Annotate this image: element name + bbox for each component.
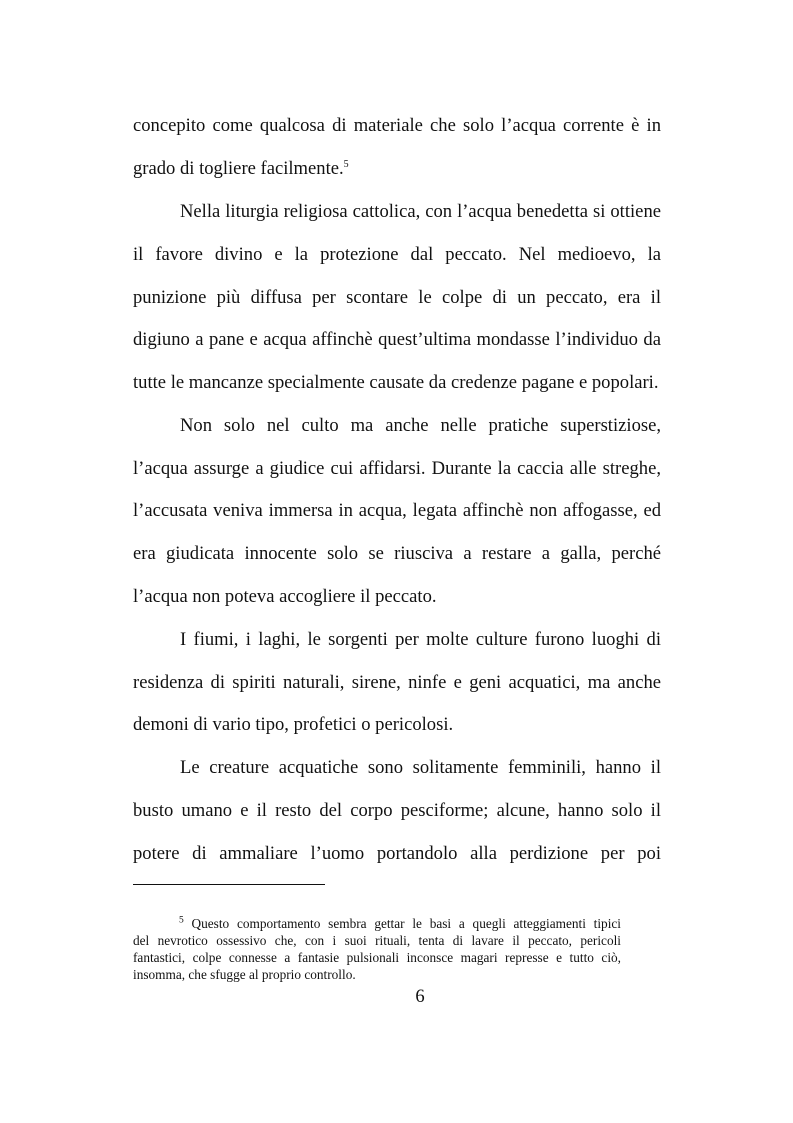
- body-line: Le creature acquatiche sono solitamente femminili, hanno il: [180, 757, 661, 778]
- footnote-mark: 5: [179, 915, 184, 926]
- body-line: demoni di vario tipo, profetici o pericolosi.: [133, 714, 454, 735]
- body-line: il favore divino e la protezione dal peccato. Nel medioevo, la: [133, 244, 661, 265]
- body-line: l’accusata veniva immersa in acqua, legata affinchè non affogasse, ed: [133, 500, 661, 521]
- body-line: Nella liturgia religiosa cattolica, con l’acqua benedetta si ottiene: [180, 201, 661, 222]
- body-line: concepito come qualcosa di materiale che solo l’acqua corrente è in: [133, 115, 661, 136]
- body-line: digiuno a pane e acqua affinchè quest’ultima mondasse l’individuo da: [133, 329, 661, 350]
- body-line-text: grado di togliere facilmente.: [133, 158, 344, 179]
- body-line: potere di ammaliare l’uomo portandolo alla perdizione per poi: [133, 843, 661, 864]
- body-line: l’acqua non poteva accogliere il peccato.: [133, 586, 437, 607]
- body-line: tutte le mancanze specialmente causate da credenze pagane e popolari.: [133, 372, 659, 393]
- body-line: busto umano e il resto del corpo pesciforme; alcune, hanno solo il: [133, 800, 661, 821]
- footnote-line: del nevrotico ossessivo che, con i suoi rituali, tenta di lavare il peccato, pericoli: [133, 933, 621, 948]
- footnote-line: [179, 916, 621, 932]
- body-line: l’acqua assurge a giudice cui affidarsi. Durante la caccia alle streghe,: [133, 458, 661, 479]
- body-line: era giudicata innocente solo se riusciva a restare a galla, perché: [133, 543, 661, 564]
- body-line: punizione più diffusa per scontare le colpe di un peccato, era il: [133, 287, 661, 308]
- footnote-line-text: Questo comportamento sembra gettar le basi a quegli atteggiamenti tipici: [191, 916, 621, 931]
- footnote-separator: [133, 884, 325, 885]
- page-number: 6: [415, 986, 425, 1007]
- body-line: I fiumi, i laghi, le sorgenti per molte culture furono luoghi di: [180, 629, 661, 650]
- footnote-line: insomma, che sfugge al proprio controllo.: [133, 967, 356, 982]
- body-line: residenza di spiriti naturali, sirene, ninfe e geni acquatici, ma anche: [133, 672, 661, 693]
- footnote-reference: 5: [343, 158, 349, 170]
- body-line: Non solo nel culto ma anche nelle pratiche superstiziose,: [180, 415, 661, 436]
- body-line: [133, 158, 661, 180]
- footnote-line: fantastici, colpe connesse a fantasie pulsionali inconsce magari represse e tutto ciò,: [133, 950, 621, 965]
